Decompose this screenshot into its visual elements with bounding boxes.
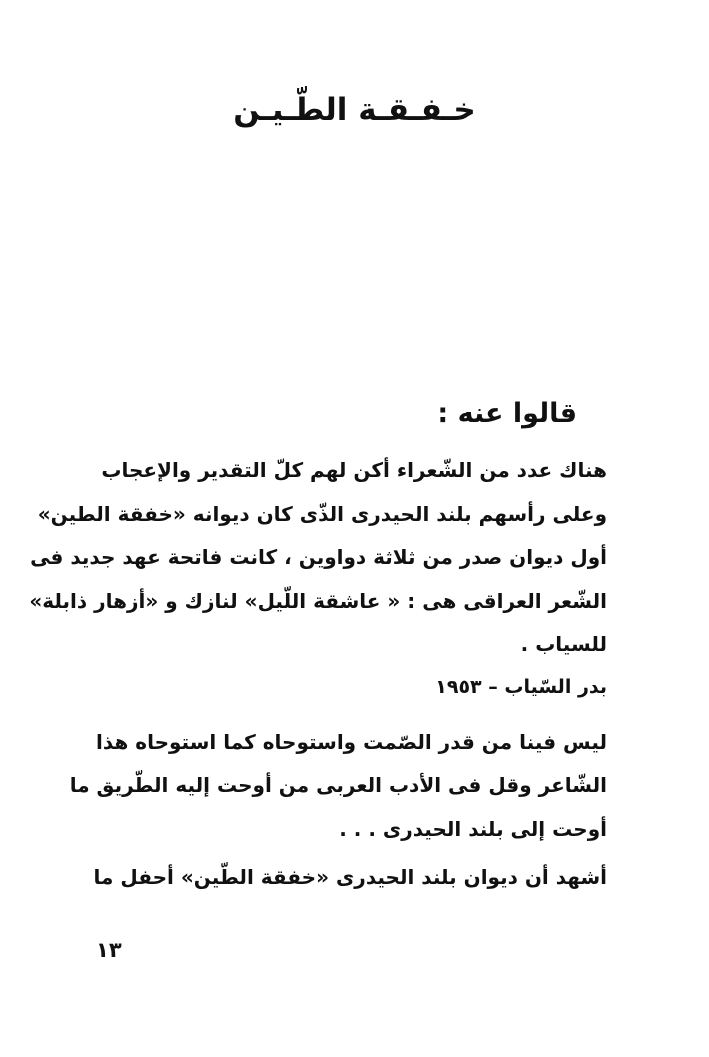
paragraph3-line-1: أشهد أن ديوان بلند الحيدرى «خفقة الطّين» أحفل ما [93, 865, 607, 889]
paragraph2-line-2: الشّاعر وقل فى الأدب العربى من أوحت إليه الطّريق ما [69, 773, 607, 797]
paragraph1-line-3: أول ديوان صدر من ثلاثة دواوين ، كانت فاتحة عهد جديد فى [30, 545, 607, 569]
attribution: بدر السّياب – ١٩٥٣ [435, 676, 607, 698]
page-number: ١٣ [96, 938, 122, 962]
paragraph1-line-2: وعلى رأسهم بلند الحيدرى الذّى كان ديوانه «خفقة الطين» [37, 502, 607, 526]
paragraph2-line-3: أوحت إلى بلند الحيدرى . . . [339, 817, 607, 841]
section-heading: قالوا عنه : [437, 398, 577, 429]
book-title: خـفـقـة الطّـيـن [233, 92, 476, 128]
paragraph1-line-1: هناك عدد من الشّعراء أكن لهم كلّ التقدير والإعجاب [101, 458, 607, 482]
paragraph1-line-4: الشّعر العراقى هى : « عاشقة اللّيل» لنازك و «أزهار ذابلة» [29, 589, 607, 613]
paragraph2-line-1: ليس فينا من قدر الصّمت واستوحاه كما استوحاه هذا [96, 730, 607, 754]
paragraph1-line-5: للسياب . [520, 632, 607, 656]
